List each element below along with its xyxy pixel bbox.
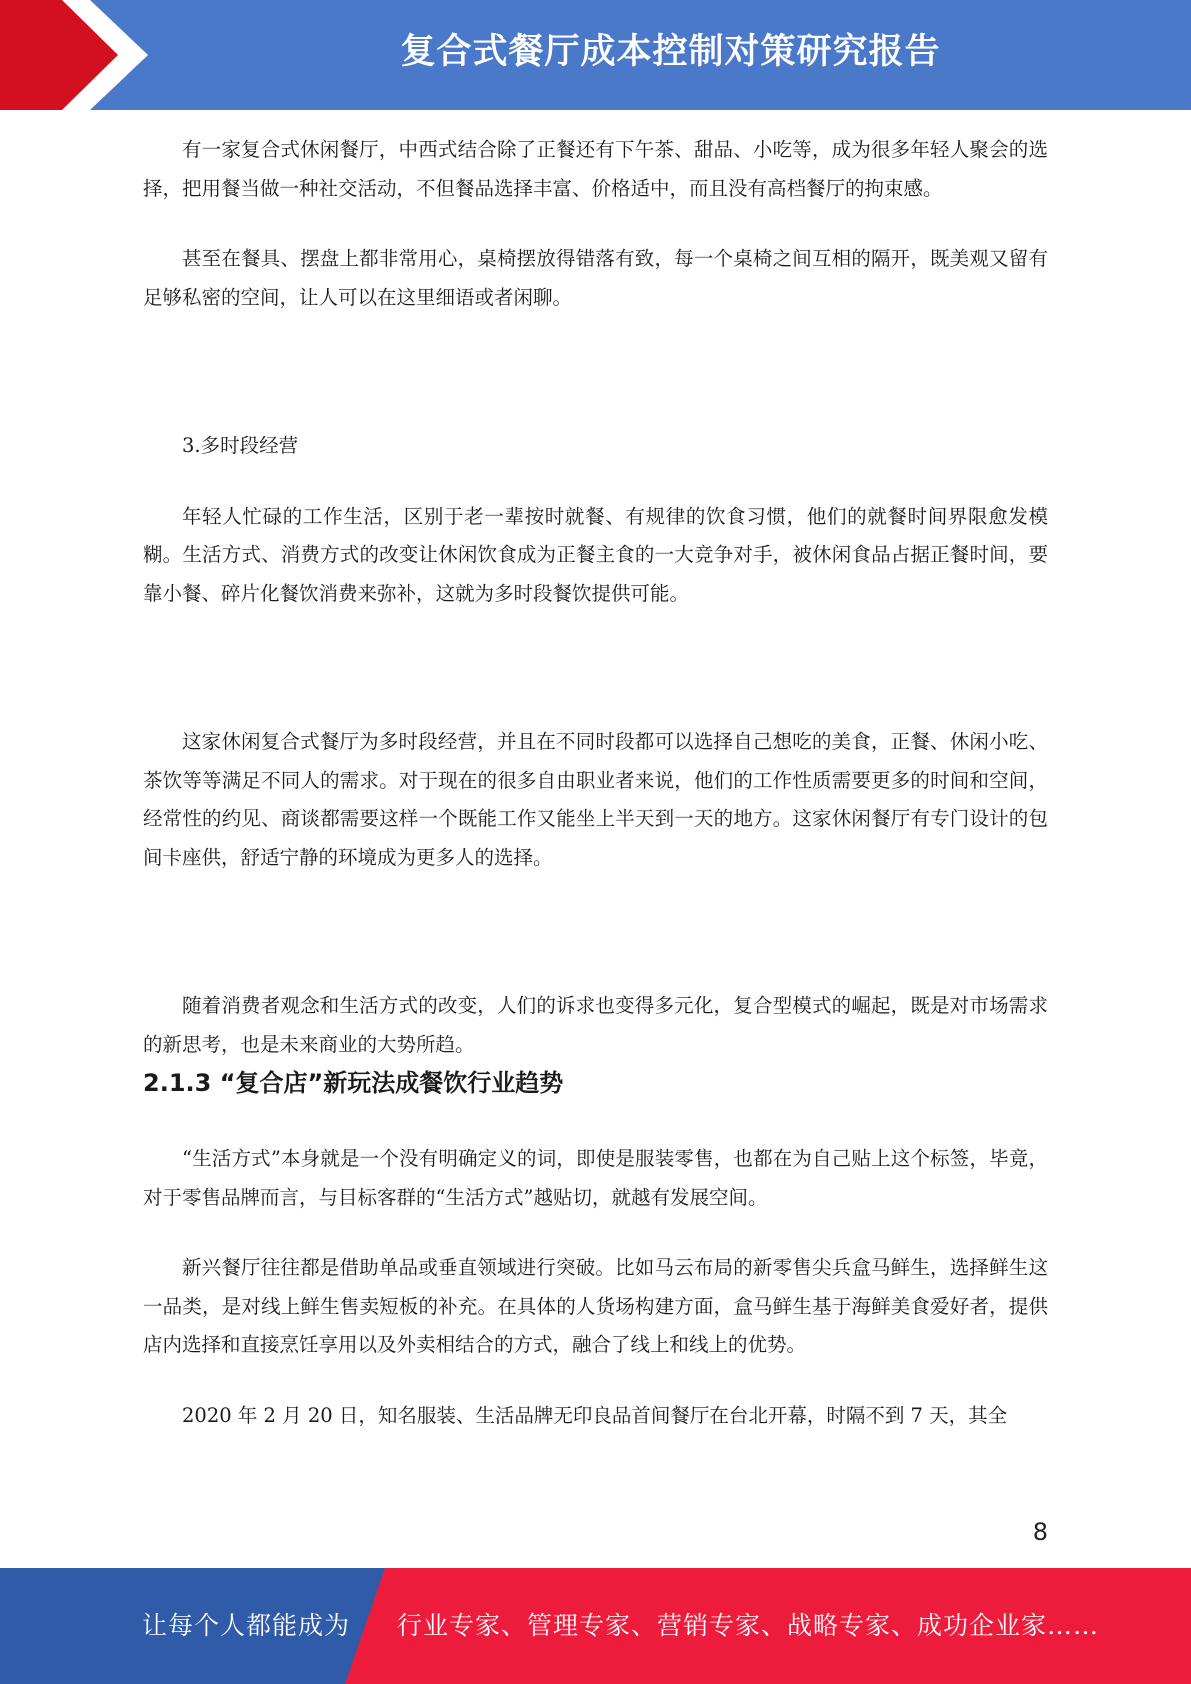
page-number: 8 — [1032, 1518, 1048, 1546]
footer-slogan-right: 行业专家、管理专家、营销专家、战略专家、成功企业家…… — [397, 1611, 1100, 1640]
paragraph-6: “生活方式”本身就是一个没有明确定义的词，即使是服装零售，也都在为自己贴上这个标签，毕竟，对于零售品牌而言，与目标客群的“生活方式”越贴切，就越有发展空间。 — [143, 1147, 1048, 1209]
document-body — [143, 131, 1048, 1435]
paragraph-2: 甚至在餐具、摆盘上都非常用心，桌椅摆放得错落有致，每一个桌椅之间互相的隔开，既美观又留有足够私密的空间，让人可以在这里细语或者闲聊。 — [143, 247, 1048, 309]
paragraph-7: 新兴餐厅往往都是借助单品或垂直领域进行突破。比如马云布局的新零售尖兵盒马鲜生，选择鲜生这一品类，是对线上鲜生售卖短板的补充。在具体的人货场构建方面，盒马鲜生基于海鲜美食爱好者，提供店内选择和直接烹饪享用以及外卖相结合的方式，融合了线上和线上的优势。 — [143, 1256, 1048, 1356]
paragraph-4: 这家休闲复合式餐厅为多时段经营，并且在不同时段都可以选择自己想吃的美食，正餐、休闲小吃、茶饮等等满足不同人的需求。对于现在的很多自由职业者来说，他们的工作性质需要更多的时间和空间，经常性的约见、商谈都需要这样一个既能工作又能坐上半天到一天的地方。这家休闲餐厅有专门设计的包间卡座供，舒适宁静的环境成为更多人的选择。 — [143, 730, 1048, 869]
footer-slogan-left: 让每个人都能成为 — [142, 1611, 351, 1640]
header-arrow-decoration — [0, 0, 160, 110]
paragraph-5: 随着消费者观念和生活方式的改变，人们的诉求也变得多元化，复合型模式的崛起，既是对市场需求的新思考，也是未来商业的大势所趋。 — [143, 994, 1048, 1056]
page-footer — [0, 1568, 1191, 1684]
page-header — [0, 0, 1191, 110]
paragraph-3: 年轻人忙碌的工作生活，区别于老一辈按时就餐、有规律的饮食习惯，他们的就餐时间界限愈发模糊。生活方式、消费方式的改变让休闲饮食成为正餐主食的一大竞争对手，被休闲食品占据正餐时间，要靠小餐、碎片化餐饮消费来弥补，这就为多时段餐饮提供可能。 — [143, 504, 1048, 605]
document-title: 复合式餐厅成本控制对策研究报告 — [400, 32, 941, 72]
paragraph-1: 有一家复合式休闲餐厅，中西式结合除了正餐还有下午茶、甜品、小吃等，成为很多年轻人聚会的选择，把用餐当做一种社交活动，不但餐品选择丰富、价格适中，而且没有高档餐厅的拘束感。 — [143, 138, 1048, 200]
section-heading: 2.1.3 “复合店”新玩法成餐饮行业趋势 — [143, 1069, 564, 1097]
section-subheading: 3.多时段经营 — [182, 434, 299, 457]
paragraph-8: 2020 年 2 月 20 日，知名服装、生活品牌无印良品首间餐厅在台北开幕，时隔不到 7 天，其全 — [182, 1403, 1008, 1427]
